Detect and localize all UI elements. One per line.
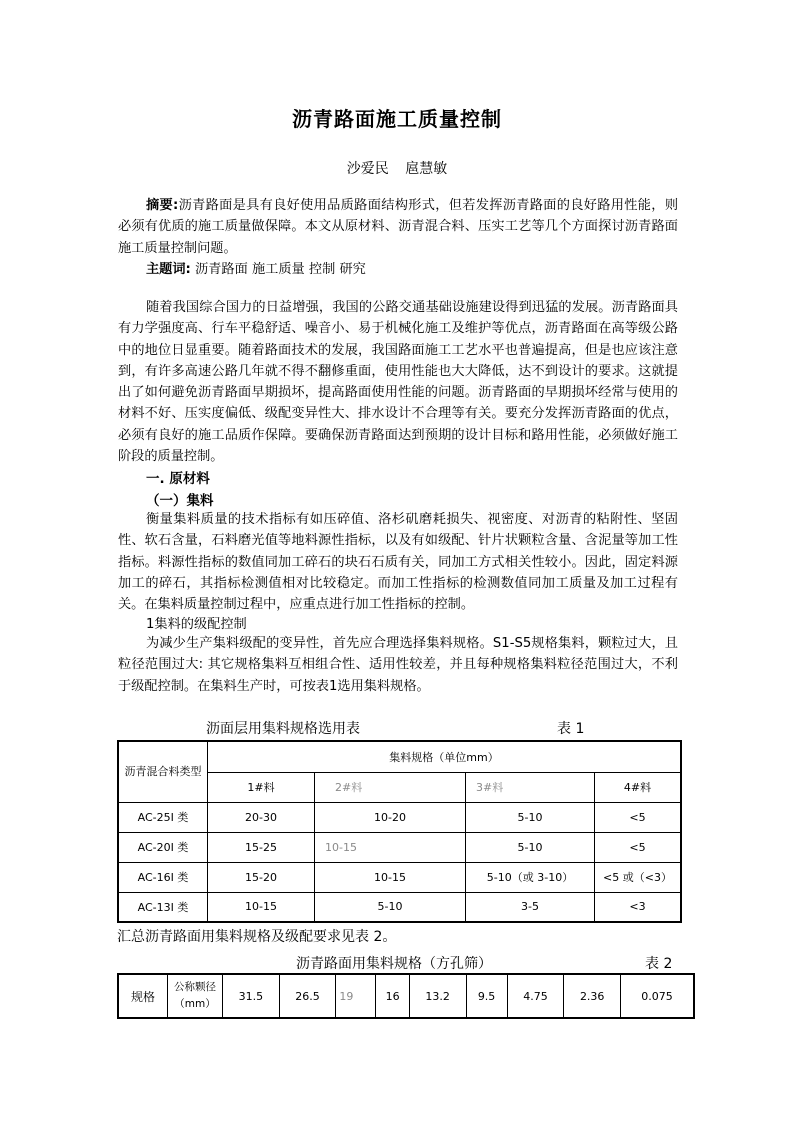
table1-group-header: 集料规格（单位mm） — [208, 741, 682, 772]
table1-header-2: 2#料 — [315, 772, 466, 802]
table1-cell: 15-20 — [208, 862, 315, 892]
table1-cell: 5-10 — [466, 802, 595, 832]
table1-cell: AC-20I 类 — [118, 832, 208, 862]
table1-cell: 10-15 — [315, 862, 466, 892]
table2-caption: 沥青路面用集料规格（方孔筛） — [296, 956, 492, 972]
table1-cell: 10-15 — [208, 892, 315, 922]
table2-row-label: 规格 — [118, 974, 168, 1018]
table2-cell: 31.5 — [223, 974, 280, 1018]
keywords-text: 沥青路面 施工质量 控制 研究 — [195, 262, 366, 277]
table1-cell: 10-15 — [315, 832, 466, 862]
table1-cell: AC-16I 类 — [118, 862, 208, 892]
author-2: 扈慧敏 — [405, 161, 448, 177]
table1-cell: <5 — [595, 802, 682, 832]
table1-col0-header: 沥青混合料类型 — [118, 741, 208, 802]
table2-sub-label: 公称颗径（mm） — [168, 974, 223, 1018]
keywords — [118, 259, 678, 280]
intro-paragraph: 随着我国综合国力的日益增强，我国的公路交通基础设施建设得到迅猛的发展。沥青路面具有力学强度高、行车平稳舒适、噪音小、易于机械化施工及维护等优点，沥青路面在高等级公路中的地位日显重要。随着路面技术的发展，我国路面施工工艺水平也普遍提高，但是也应该注意到，有许多高速公路几年就不得不翻修重面，使用性能也大大降低，达不到设计的要求。这就提出了如何避免沥青路面早期损坏，提高路面使用性能的问题。沥青路面的早期损坏经常与使用的材料不好、压实度偏低、级配变异性大、排水设计不合理等有关。要充分发挥沥青路面的优点，必须有良好的施工品质作保障。要确保沥青路面达到预期的设计目标和路用性能，必须做好施工阶段的质量控制。 — [118, 300, 678, 465]
subsection-heading: （一）集料 — [146, 493, 214, 509]
table1-cell: 15-25 — [208, 832, 315, 862]
table1-header-1: 1#料 — [208, 772, 315, 802]
table2-label: 表 2 — [645, 956, 673, 972]
table2-cell: 16 — [376, 974, 409, 1018]
summary-text: 汇总沥青路面用集料规格及级配要求见表 2。 — [117, 929, 397, 945]
table2 — [117, 973, 695, 1019]
table2-cell: 9.5 — [466, 974, 507, 1018]
table1-cell: <3 — [595, 892, 682, 922]
abstract-text: 沥青路面是具有良好使用品质路面结构形式，但若发挥沥青路面的良好路用性能，则必须有优质的施工质量做保障。本文从原材料、沥青混合料、压实工艺等几个方面探讨沥青路面施工质量控制问题。 — [118, 198, 679, 256]
section-heading: 一. 原材料 — [146, 471, 210, 487]
table1-cell: 10-20 — [315, 802, 466, 832]
table1-cell: 5-10 — [466, 832, 595, 862]
abstract-label: 摘要: — [146, 198, 179, 213]
table2-cell: 2.36 — [564, 974, 621, 1018]
table1-cell: AC-25I 类 — [118, 802, 208, 832]
grading-heading: 1集料的级配控制 — [146, 617, 247, 632]
table1-header-3: 3#料 — [466, 772, 595, 802]
table2-cell: 26.5 — [279, 974, 336, 1018]
table2-cell: 19 — [336, 974, 376, 1018]
aggregate-paragraph: 衡量集料质量的技术指标有如压碎值、洛杉矶磨耗损失、视密度、对沥青的粘附性、坚固性、软石含量，石料磨光值等地料源性指标，以及有如级配、针片状颗粒含量、含泥量等加工性指标。料源性指标的数值同加工碎石的块石石质有关，同加工方式相关性较小。因此，固定料源加工的碎石，其指标检测值相对比较稳定。而加工性指标的检测数值同加工质量及加工过程有关。在集料质量控制过程中，应重点进行加工性指标的控制。 — [118, 512, 678, 613]
table2-cell: 13.2 — [409, 974, 466, 1018]
grading-paragraph: 为减少生产集料级配的变异性，首先应合理选择集料规格。S1-S5规格集料，颗粒过大，且粒径范围过大: 其它规格集料互相组合性、适用性较差，并且每种规格集料粒径范围过大，不利于级配控制。在集料生产时，可按表1选用集料规格。 — [118, 636, 678, 694]
table1-cell: AC-13I 类 — [118, 892, 208, 922]
table1-cell: 20-30 — [208, 802, 315, 832]
table1-label: 表 1 — [557, 721, 585, 737]
table1 — [117, 740, 682, 923]
abstract — [118, 195, 678, 259]
table2-cell: 0.075 — [621, 974, 694, 1018]
table1-caption: 沥面层用集料规格选用表 — [206, 721, 360, 737]
authors — [0, 158, 794, 178]
table1-cell: 5-10 — [315, 892, 466, 922]
table2-cell: 4.75 — [507, 974, 564, 1018]
table1-cell: 3-5 — [466, 892, 595, 922]
table1-cell: <5 或（<3） — [595, 862, 682, 892]
author-1: 沙爱民 — [346, 161, 389, 177]
keywords-label: 主题词: — [146, 262, 191, 277]
table1-cell: 5-10（或 3-10） — [466, 862, 595, 892]
page-title: 沥青路面施工质量控制 — [292, 107, 502, 131]
table1-header-4: 4#料 — [595, 772, 682, 802]
table1-cell: <5 — [595, 832, 682, 862]
